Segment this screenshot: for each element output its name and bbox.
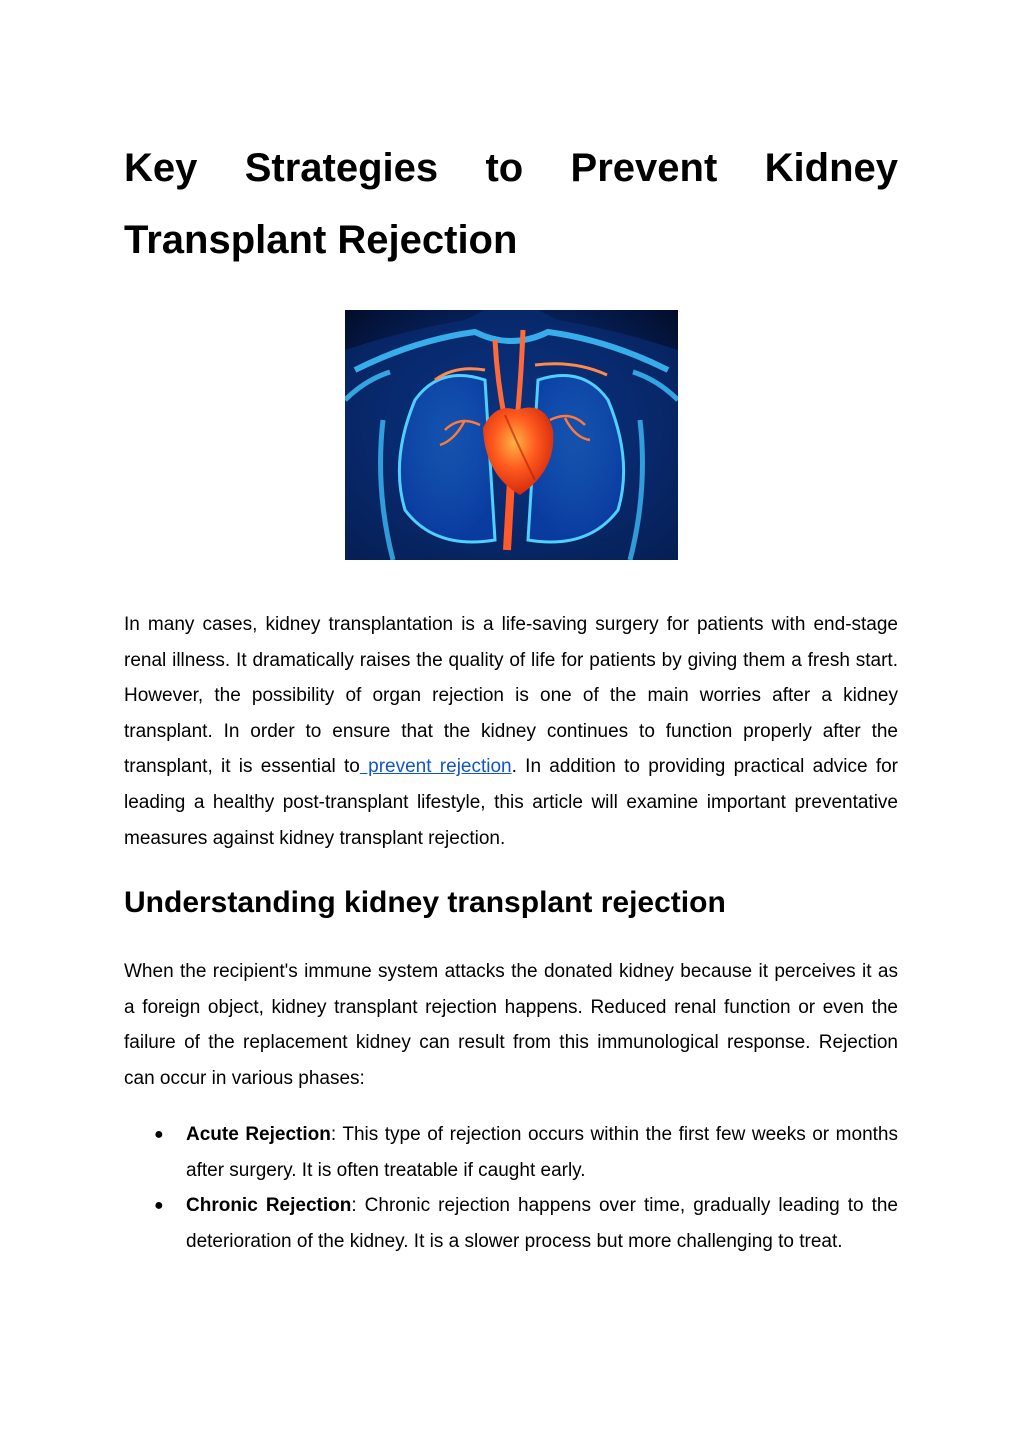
section-paragraph: When the recipient's immune system attacks the donated kidney because it perceives it as a foreign object, kidney transplant rejection happens. Reduced renal function or even the failure of the replacement kidney can result from this immunological response. Rejection can occur in various phases:	[124, 961, 898, 1089]
heart-lungs-illustration-icon	[345, 310, 678, 560]
prevent-rejection-link[interactable]: prevent rejection	[359, 756, 512, 778]
list-item	[124, 1117, 898, 1188]
intro-text-start: In many cases, kidney transplantation is a life-saving surgery for patients with end-stage renal illness. It dramatically raises the quality of life for patients by giving them a fresh start. However, the possibility of organ rejection is one of the main worries after a kidney transplant. In order to ensure that the kidney continues to function properly after the transplant, it is essential to	[124, 614, 898, 778]
list-item-text: : This type of rejection occurs within the first few weeks or months after surgery. It is often treatable if caught early.	[186, 1124, 898, 1181]
hero-image	[345, 310, 678, 560]
list-item-term: Acute Rejection	[186, 1124, 331, 1145]
list-item	[124, 1188, 898, 1259]
page-title: Key Strategies to Prevent Kidney Transplant Rejection	[124, 146, 898, 262]
bullet-marker: ●	[154, 1197, 164, 1215]
bullet-marker: ●	[154, 1126, 164, 1143]
list-item-term: Chronic Rejection	[186, 1195, 352, 1217]
section-heading: Understanding kidney transplant rejection	[124, 886, 726, 919]
intro-text-end: . In addition to providing practical advice for leading a healthy post-transplant lifestyle, this article will examine important preventative measures against kidney transplant rejection.	[124, 756, 899, 849]
list-item-text: : Chronic rejection happens over time, gradually leading to the deterioration of the kidney. It is a slower process but more challenging to treat.	[186, 1195, 898, 1252]
intro-paragraph	[124, 607, 898, 856]
rejection-phases-list	[124, 1117, 898, 1259]
